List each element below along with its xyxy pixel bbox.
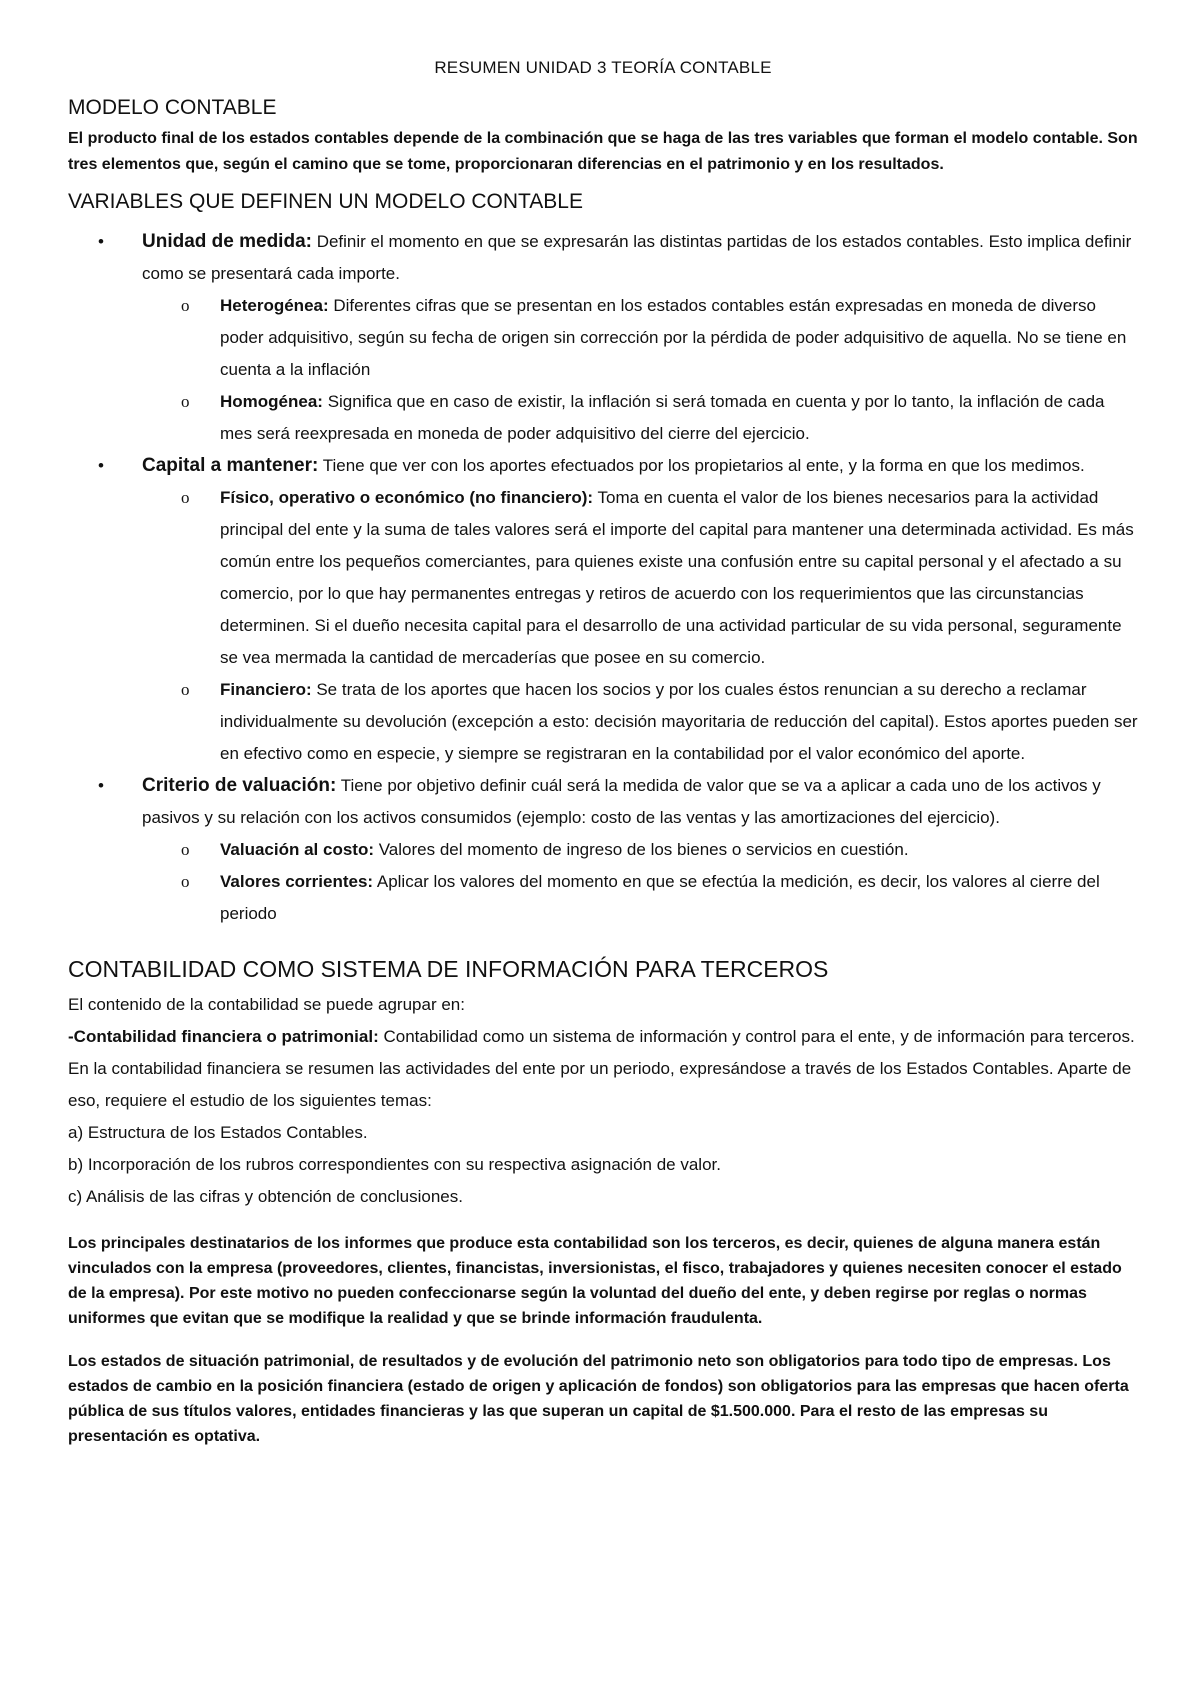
sub-term: Físico, operativo o económico (no financiero): (220, 488, 594, 507)
sub-item-heterogenea (142, 290, 1138, 386)
sub-text: Diferentes cifras que se presentan en los estados contables están expresadas en moneda de diverso poder adquisitivo, según su fecha de origen sin corrección por la pérdida de poder adquisitivo de aquella. No se tiene en cuenta a la inflación (220, 296, 1127, 379)
list-item: a) Estructura de los Estados Contables. (68, 1123, 368, 1142)
sub-text: Aplicar los valores del momento en que se efectúa la medición, es decir, los valores al cierre del periodo (220, 872, 1100, 923)
section-heading-modelo-contable: MODELO CONTABLE (68, 96, 277, 119)
list-item: b) Incorporación de los rubros correspondientes con su respectiva asignación de valor. (68, 1155, 721, 1174)
variable-term: Capital a mantener: (142, 455, 319, 476)
sub-text: Toma en cuenta el valor de los bienes necesarios para la actividad principal del ente y la suma de tales valores será el importe del capital para mantener una determinada actividad. Es más común entre los pequeños comerciantes, para quienes existe una confusión entre su capital personal y el afectado a su comercio, por lo que hay permanentes entregas y retiros de acuerdo con los requerimientos que las circunstancias determinen. Si el dueño necesita capital para el desarrollo de una actividad particular de su vida personal, seguramente se vea mermada la cantidad de mercaderías que posee en su comercio. (220, 488, 1134, 667)
variable-term: Unidad de medida: (142, 231, 312, 252)
destinatarios-paragraph: Los principales destinatarios de los informes que produce esta contabilidad son los terceros, es decir, quienes de alguna manera están vinculados con la empresa (proveedores, clientes, financistas, inversionistas, el fisco, trabajadores y quienes necesiten conocer el estado de la empresa). Por este motivo no pueden confeccionarse según la voluntad del dueño del ente, y deben regirse por reglas o normas uniformes que evitan que se modifique la realidad y que se brinde información fraudulenta. (68, 1235, 1122, 1327)
variable-text: Definir el momento en que se expresarán las distintas partidas de los estados contables. Esto implica definir como se presentará cada importe. (142, 232, 1132, 283)
variable-term: Criterio de valuación: (142, 775, 337, 796)
sub-text: Se trata de los aportes que hacen los socios y por los cuales éstos renuncian a su derecho a reclamar individualmente su devolución (excepción a esto: decisión mayoritaria de reducción del capital). Estos aportes pueden ser en efectivo como en especie, y siempre se registraran en la contabilidad por el valor económico del aporte. (220, 680, 1138, 763)
list-item: c) Análisis de las cifras y obtención de conclusiones. (68, 1187, 463, 1206)
document-page (68, 58, 1138, 1449)
sub-term: Valores corrientes: (220, 872, 374, 891)
sub-term: Homogénea: (220, 392, 323, 411)
sub-bullet-icon: o (181, 840, 190, 859)
variable-item-unidad-de-medida (68, 226, 1138, 450)
financiera-text: Contabilidad como un sistema de información y control para el ente, y de información para terceros. En la contabilidad financiera se resumen las actividades del ente por un periodo, expresándose a través de los Estados Contables. Aparte de eso, requiere el estudio de los siguientes temas: (68, 1027, 1135, 1110)
sub-item-valuacion-al-costo (142, 834, 1138, 866)
variables-list (68, 226, 1138, 930)
bullet-icon: • (98, 232, 104, 251)
sub-text: Significa que en caso de existir, la inflación si será tomada en cuenta y por lo tanto, la inflación de cada mes será reexpresada en moneda de poder adquisitivo del cierre del ejercicio. (220, 392, 1105, 443)
sub-term: Financiero: (220, 680, 312, 699)
bullet-icon: • (98, 776, 104, 795)
sub-list (142, 290, 1138, 450)
estados-obligatorios-paragraph: Los estados de situación patrimonial, de resultados y de evolución del patrimonio neto son obligatorios para todo tipo de empresas. Los estados de cambio en la posición financiera (estado de origen y aplicación de fondos) son obligatorios para las empresas que hacen oferta pública de sus títulos valores, entidades financieras y las que superan un capital de $1.500.000. Para el resto de las empresas su presentación es optativa. (68, 1353, 1129, 1445)
sub-item-homogenea (142, 386, 1138, 450)
sub-list (142, 834, 1138, 930)
section-heading-variables: VARIABLES QUE DEFINEN UN MODELO CONTABLE (68, 190, 583, 213)
sub-item-valores-corrientes (142, 866, 1138, 930)
financiera-term: -Contabilidad financiera o patrimonial: (68, 1027, 379, 1046)
sub-bullet-icon: o (181, 296, 190, 315)
contabilidad-lead: El contenido de la contabilidad se puede agrupar en: (68, 995, 465, 1014)
modelo-contable-intro: El producto final de los estados contables depende de la combinación que se haga de las tres variables que forman el modelo contable. Son tres elementos que, según el camino que se tome, proporcionaran diferencias en el patrimonio y en los resultados. (68, 130, 1138, 173)
sub-term: Heterogénea: (220, 296, 329, 315)
sub-item-financiero (142, 674, 1138, 770)
sub-text: Valores del momento de ingreso de los bienes o servicios en cuestión. (374, 840, 909, 859)
section-heading-contabilidad-terceros: CONTABILIDAD COMO SISTEMA DE INFORMACIÓN PARA TERCEROS (68, 956, 829, 982)
variable-text: Tiene que ver con los aportes efectuados por los propietarios al ente, y la forma en que los medimos. (318, 456, 1085, 475)
contabilidad-financiera-paragraph (68, 1021, 1138, 1117)
sub-bullet-icon: o (181, 680, 190, 699)
document-title: RESUMEN UNIDAD 3 TEORÍA CONTABLE (434, 58, 772, 77)
sub-list (142, 482, 1138, 770)
sub-item-fisico (142, 482, 1138, 674)
sub-bullet-icon: o (181, 488, 190, 507)
temas-list (68, 1117, 1138, 1213)
sub-bullet-icon: o (181, 392, 190, 411)
bullet-icon: • (98, 456, 104, 475)
variable-item-criterio-de-valuacion (68, 770, 1138, 930)
variable-item-capital-a-mantener (68, 450, 1138, 770)
variable-text: Tiene por objetivo definir cuál será la medida de valor que se va a aplicar a cada uno de los activos y pasivos y su relación con los activos consumidos (ejemplo: costo de las ventas y las amortizaciones del ejercicio). (142, 776, 1101, 827)
sub-bullet-icon: o (181, 872, 190, 891)
sub-term: Valuación al costo: (220, 840, 374, 859)
